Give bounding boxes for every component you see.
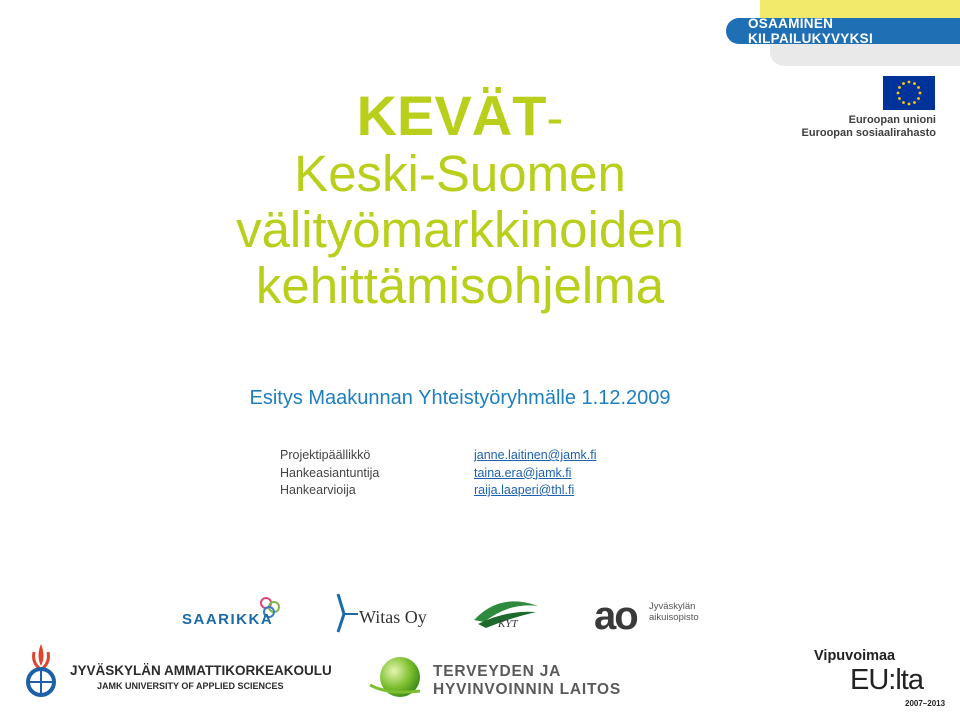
subtitle: Esitys Maakunnan Yhteistyöryhmälle 1.12.2009 [249, 387, 671, 409]
contact-email-link[interactable]: taina.era@jamk.fi [474, 465, 572, 480]
eu-flag-icon [883, 76, 935, 110]
eu-label [790, 114, 936, 140]
contact-email-link[interactable]: janne.laitinen@jamk.fi [474, 448, 597, 462]
vipuvoimaa-years: 2007–2013 [905, 699, 946, 708]
jamk-logo-icon [20, 642, 62, 698]
eu-star [902, 82, 905, 85]
title-line-2: Keski-Suomen [294, 145, 626, 202]
ao-sub-line-2: aikuisopisto [649, 611, 699, 623]
contact-roles [280, 447, 379, 500]
eu-star [913, 82, 916, 85]
eu-star [919, 92, 922, 95]
eu-star [898, 97, 901, 100]
ao-logo-subtitle [649, 602, 699, 623]
eu-star [908, 81, 911, 84]
title-line-4: kehittämisohjelma [255, 257, 665, 314]
program-banner-text: OSAAMINEN KILPAILUKYVYKSI [748, 16, 874, 46]
witas-logo-text: Witas Oy [359, 607, 427, 627]
page-title [130, 84, 790, 314]
eu-star [917, 86, 920, 89]
eu-star [917, 97, 920, 100]
eu-line-2: Euroopan sosiaalirahasto [801, 127, 936, 139]
kyt-logo-text: KYT [498, 618, 518, 630]
eu-star [913, 101, 916, 104]
eu-star [897, 92, 900, 95]
ao-logo-text: ao [594, 594, 637, 638]
eu-star [908, 103, 911, 106]
eu-star [902, 101, 905, 104]
thl-line-2: HYVINVOINNIN LAITOS [433, 681, 622, 698]
contact-emails [474, 447, 596, 500]
title-kevat: KEVÄT [356, 84, 547, 147]
thl-line-1: TERVEYDEN JA [433, 663, 562, 680]
vipuvoimaa-title: Vipuvoimaa [814, 648, 896, 664]
saarikka-logo-text: SAARIKKA [182, 611, 274, 628]
kyt-logo-icon [470, 596, 542, 632]
jamk-logo-text: JYVÄSKYLÄN AMMATTIKORKEAKOULU [70, 663, 332, 678]
contact-role: Hankeasiantuntija [280, 465, 380, 480]
contact-role: Projektipäällikkö [280, 448, 371, 462]
title-dash: - [546, 89, 564, 146]
witas-logo-icon [334, 592, 360, 634]
title-line-3: välityömarkkinoiden [236, 201, 684, 258]
eu-star [898, 86, 901, 89]
banner-shadow [770, 44, 960, 66]
contact-email-link[interactable]: raija.laaperi@thl.fi [474, 483, 575, 497]
eu-line-1: Euroopan unioni [848, 114, 936, 126]
thl-globe-icon [368, 655, 424, 701]
contact-role: Hankearvioija [280, 483, 356, 497]
vipuvoimaa-eu-text: EU:lta [850, 664, 923, 696]
program-banner [726, 18, 960, 44]
jamk-logo-subtitle: JAMK UNIVERSITY OF APPLIED SCIENCES [97, 681, 284, 691]
ao-sub-line-1: Jyväskylän [649, 601, 696, 612]
thl-logo-text [433, 663, 621, 699]
